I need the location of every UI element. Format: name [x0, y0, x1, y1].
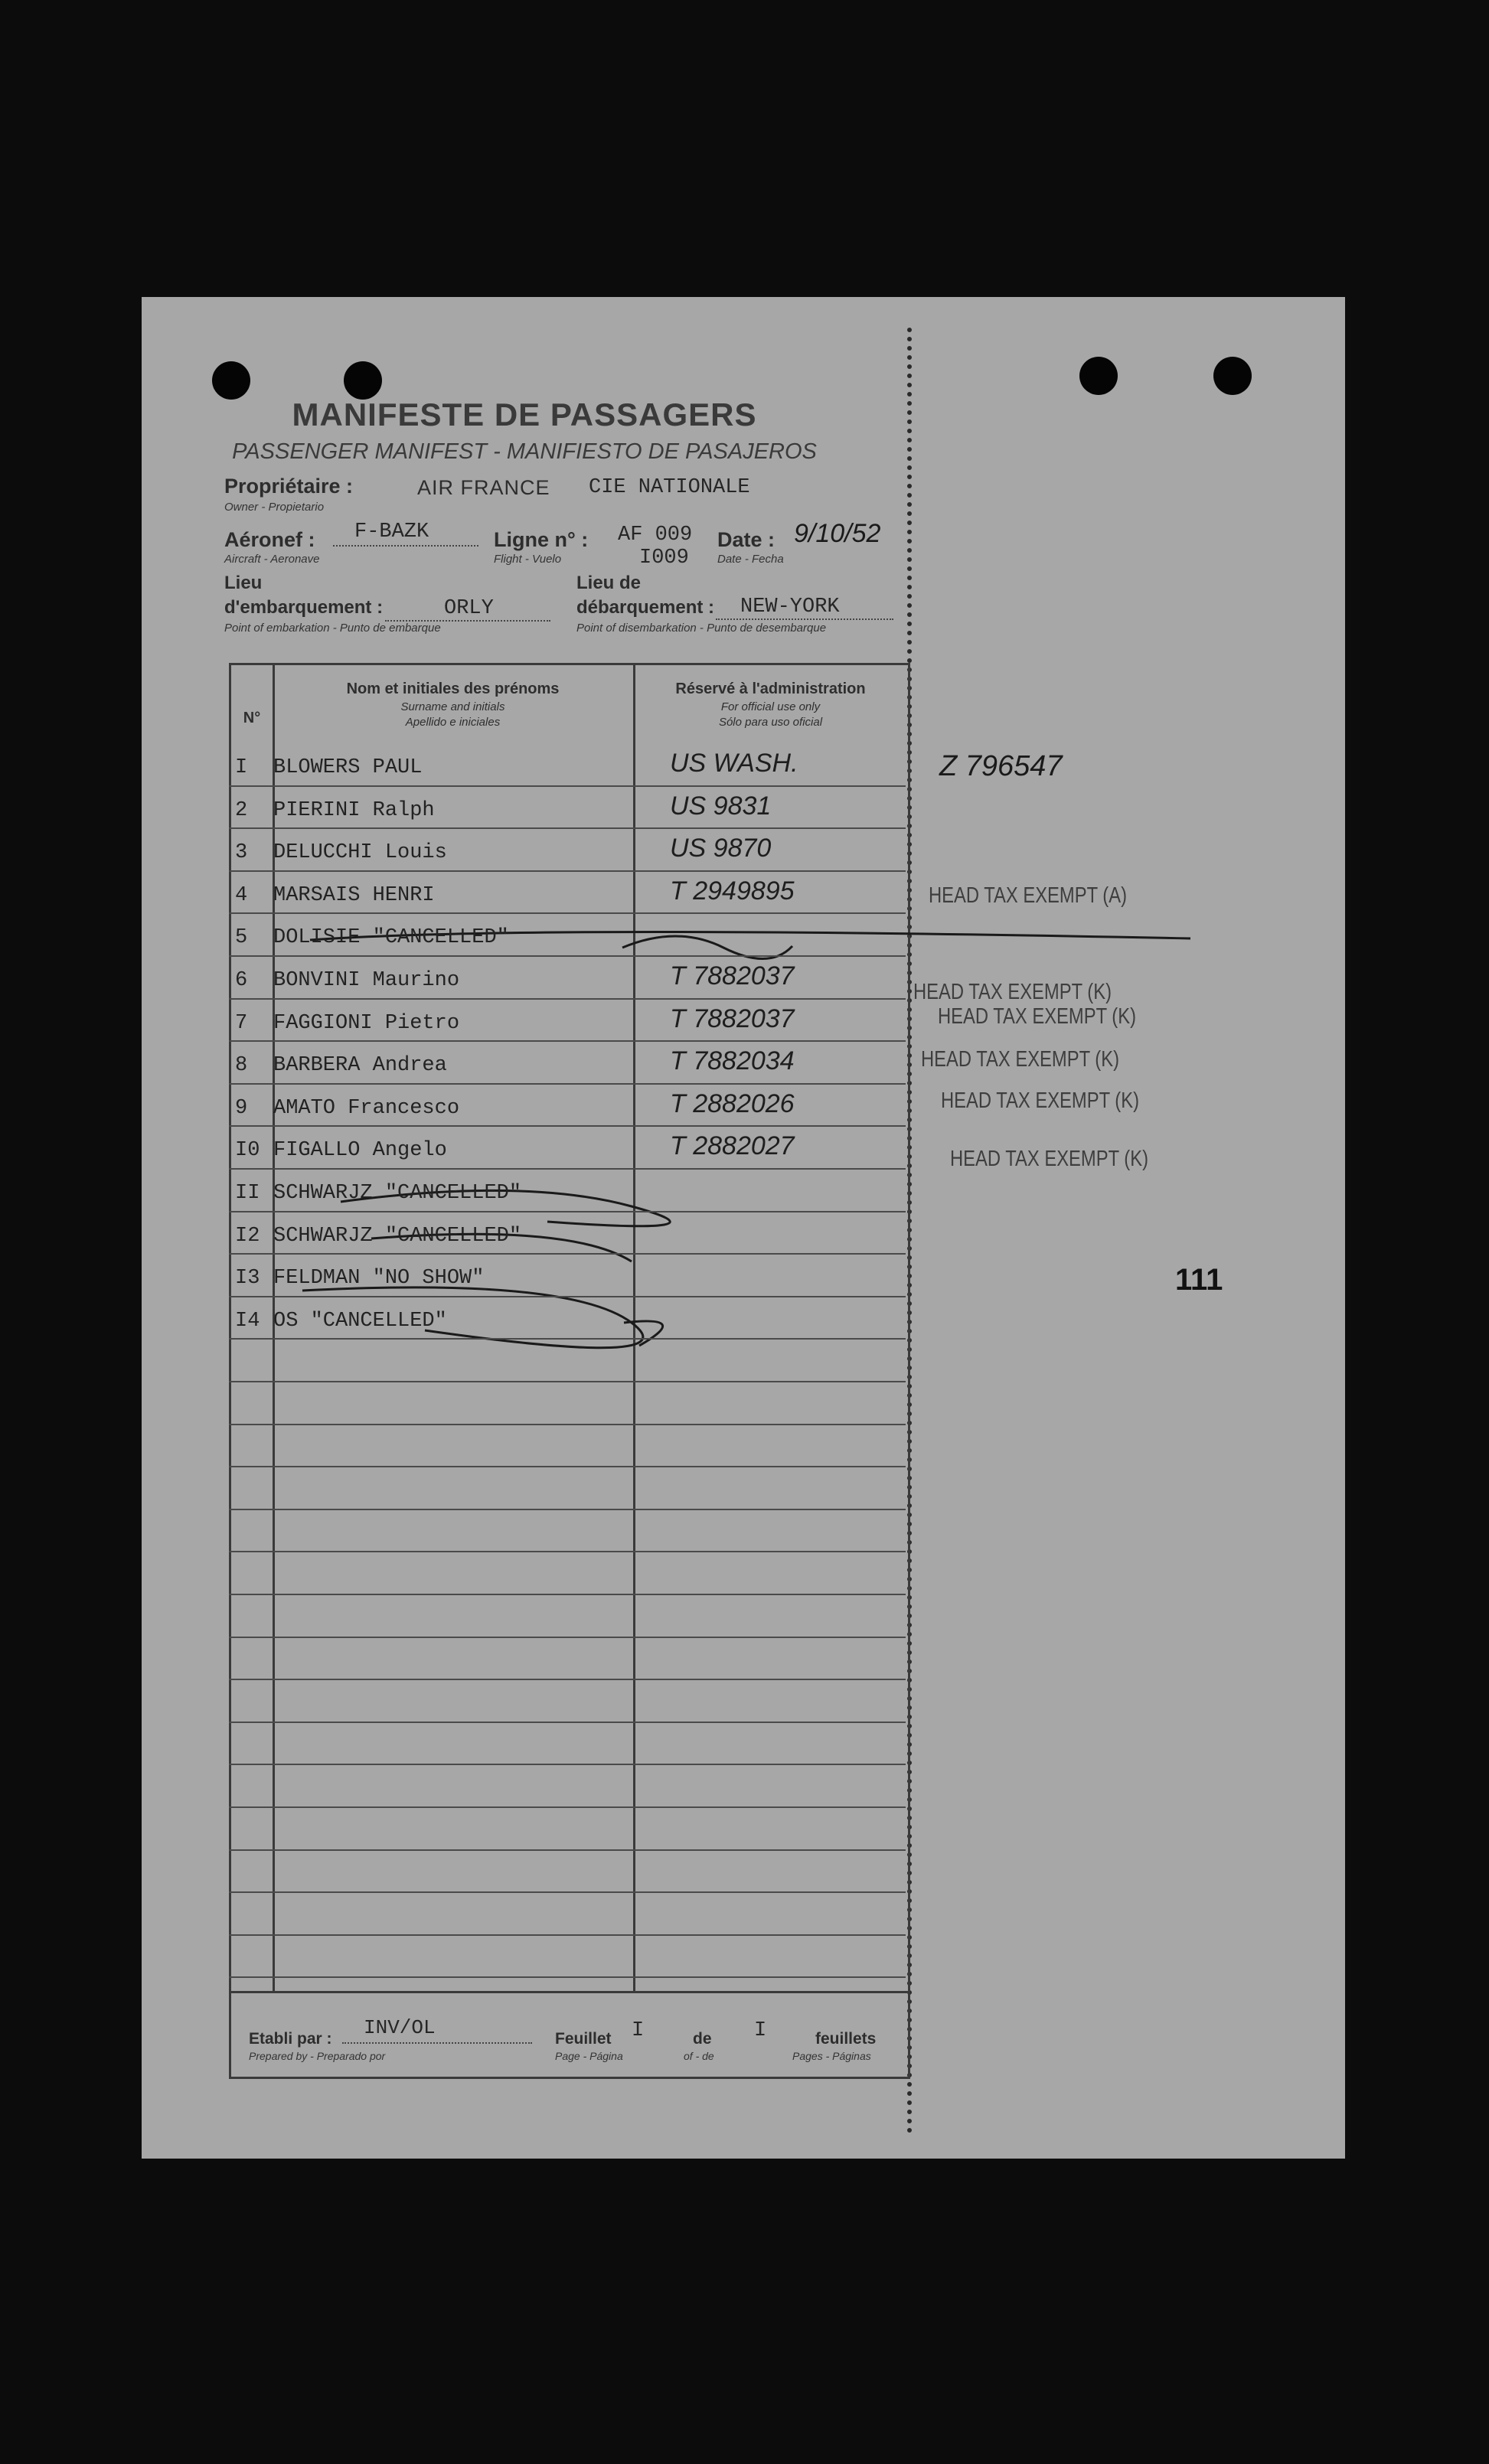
embarkation-sublabel: Point of embarkation - Punto de embarque [224, 622, 441, 635]
admin-entry: US 9831 [670, 791, 772, 821]
row-number: I3 [235, 1267, 260, 1290]
table-rule [229, 1722, 906, 1723]
table-rule [229, 912, 906, 914]
table-rule [229, 998, 906, 1000]
sheet-sublabel: Page - Página [555, 2050, 623, 2062]
table-rule [229, 785, 906, 787]
disembarkation-label-1: Lieu de [576, 573, 642, 593]
admin-entry: T 7882037 [670, 1004, 795, 1033]
prepared-by-label: Etabli par : [249, 2030, 332, 2048]
passenger-name: BONVINI Maurino [273, 969, 460, 992]
disembarkation-label-2: débarquement : [576, 597, 715, 618]
table-rule [229, 1551, 906, 1552]
date-value: 9/10/52 [794, 519, 881, 548]
flight-value-2: I009 [639, 547, 689, 569]
column-header-admin: Réservé à l'administration [675, 680, 866, 697]
flight-value: AF 009 [618, 524, 693, 547]
of-label: de [693, 2030, 712, 2048]
embarkation-label-1: Lieu [224, 573, 263, 593]
head-tax-stamp: HEAD TAX EXEMPT (K) [941, 1088, 1139, 1113]
row-number: 4 [235, 884, 248, 907]
column-header-admin-en: For official use only [720, 700, 821, 713]
owner-typed-value: CIE NATIONALE [589, 476, 750, 499]
flight-label: Ligne n° : [494, 528, 589, 551]
table-rule [229, 1168, 906, 1170]
embarkation-value: ORLY [444, 597, 494, 620]
table-rule [229, 870, 906, 872]
disembarkation-sublabel: Point of disembarkation - Punto de desembarque [576, 622, 827, 635]
table-rule [229, 1764, 906, 1765]
row-number: II [235, 1182, 260, 1205]
aircraft-sublabel: Aircraft - Aeronave [224, 553, 320, 566]
sheets-sublabel: Pages - Páginas [792, 2050, 871, 2062]
row-number: I [235, 756, 248, 779]
admin-entry: T 2949895 [670, 876, 795, 906]
passenger-name: DOLISIE "CANCELLED" [273, 926, 509, 949]
row-number: 3 [235, 841, 248, 864]
sheet-label: Feuillet [555, 2030, 612, 2048]
head-tax-stamp: HEAD TAX EXEMPT (A) [929, 883, 1127, 908]
row-number: 5 [235, 926, 248, 949]
admin-entry: T 2882027 [670, 1131, 795, 1160]
table-rule [229, 1253, 906, 1255]
owner-label: Propriétaire : [224, 475, 354, 498]
row-number: 7 [235, 1012, 248, 1035]
table-rule [229, 1509, 906, 1510]
sheets-label: feuillets [815, 2030, 877, 2048]
prepared-by-value: INV/OL [364, 2016, 436, 2039]
column-header-name-en: Surname and initials [400, 700, 505, 713]
table-rule [229, 1849, 906, 1851]
aircraft-label: Aéronef : [224, 528, 315, 551]
row-number: 9 [235, 1097, 248, 1120]
row-number: I0 [235, 1139, 260, 1162]
passenger-name: BLOWERS PAUL [273, 756, 423, 779]
table-rule [229, 1125, 906, 1127]
table-rule [229, 1637, 906, 1638]
admin-entry: T 2882026 [670, 1089, 795, 1118]
passenger-name: FIGALLO Angelo [273, 1139, 447, 1162]
date-sublabel: Date - Fecha [717, 553, 784, 566]
aircraft-value: F-BAZK [354, 521, 429, 543]
row-number: 6 [235, 969, 248, 992]
table-rule [229, 1083, 906, 1085]
passenger-name: FAGGIONI Pietro [273, 1012, 460, 1035]
head-tax-stamp: HEAD TAX EXEMPT (K) [921, 1047, 1119, 1072]
row-number: 8 [235, 1054, 248, 1077]
admin-entry: T 7882034 [670, 1046, 795, 1075]
of-value: I [754, 2019, 767, 2042]
table-rule [229, 955, 906, 957]
column-header-no: N° [243, 710, 261, 726]
table-rule [229, 1891, 906, 1893]
passenger-name: DELUCCHI Louis [273, 841, 447, 864]
manifest-subtitle: PASSENGER MANIFEST - MANIFIESTO DE PASAJEROS [232, 439, 817, 464]
table-rule [229, 1466, 906, 1467]
passenger-name: BARBERA Andrea [273, 1054, 447, 1077]
passenger-name: OS "CANCELLED" [273, 1310, 447, 1333]
table-rule [229, 1679, 906, 1680]
head-tax-stamp: HEAD TAX EXEMPT (K) [950, 1147, 1148, 1171]
table-rule [229, 1594, 906, 1595]
date-label: Date : [717, 528, 776, 551]
table-rule [229, 1211, 906, 1212]
row-number: 2 [235, 799, 248, 822]
table-rule [229, 1934, 906, 1936]
pencil-note: Z 796547 [939, 750, 1063, 782]
table-rule [229, 827, 906, 829]
head-tax-stamp: HEAD TAX EXEMPT (K) [938, 1004, 1136, 1029]
table-rule [229, 1338, 906, 1340]
passenger-name: PIERINI Ralph [273, 799, 435, 822]
column-header-admin-es: Sólo para uso oficial [718, 716, 823, 729]
disembarkation-value: NEW-YORK [740, 596, 840, 618]
table-rule [229, 1040, 906, 1042]
column-header-name-es: Apellido e iniciales [405, 716, 501, 729]
head-tax-stamp: HEAD TAX EXEMPT (K) [913, 980, 1112, 1004]
admin-entry: US WASH. [670, 749, 798, 778]
column-header-name: Nom et initiales des prénoms [346, 680, 560, 697]
row-number: I2 [235, 1225, 260, 1248]
flight-sublabel: Flight - Vuelo [494, 553, 562, 566]
manifest-sheet [142, 297, 1345, 2159]
prepared-by-sublabel: Prepared by - Preparado por [249, 2050, 386, 2062]
table-rule [229, 1976, 906, 1978]
sheet-value: I [632, 2019, 645, 2042]
passenger-name: MARSAIS HENRI [273, 884, 435, 907]
embarkation-label-2: d'embarquement : [224, 597, 384, 618]
table-rule [229, 1381, 906, 1382]
passenger-name: AMATO Francesco [273, 1097, 460, 1120]
admin-entry: T 7882037 [670, 961, 795, 990]
passenger-name: FELDMAN "NO SHOW" [273, 1267, 485, 1290]
table-rule [229, 1424, 906, 1425]
admin-entry: US 9870 [670, 834, 772, 863]
page-number: 111 [1175, 1263, 1223, 1297]
table-rule [229, 1806, 906, 1808]
owner-printed-value: AIR FRANCE [417, 476, 550, 499]
owner-sublabel: Owner - Propietario [224, 501, 325, 514]
row-number: I4 [235, 1310, 260, 1333]
manifest-title: MANIFESTE DE PASSAGERS [292, 397, 757, 432]
passenger-name: SCHWARJZ "CANCELLED" [273, 1182, 522, 1205]
of-sublabel: of - de [684, 2050, 714, 2062]
passenger-name: SCHWARJZ "CANCELLED" [273, 1225, 522, 1248]
table-rule [229, 1296, 906, 1297]
